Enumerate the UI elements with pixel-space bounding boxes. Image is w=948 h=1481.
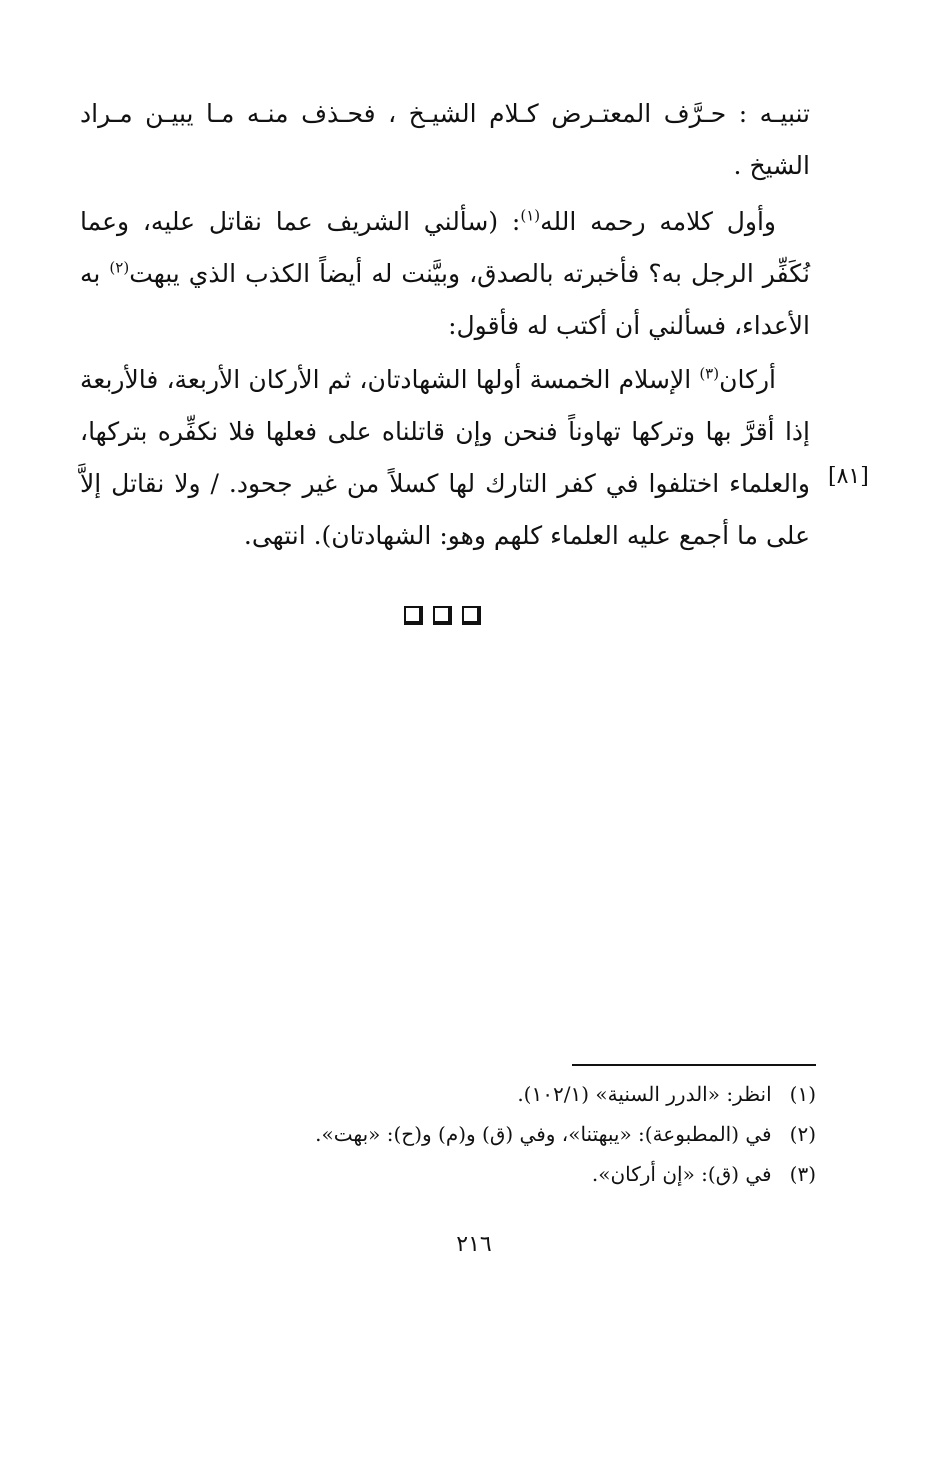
footnote-ref-3[interactable]: (٣) [699, 364, 720, 383]
square-ornament-icon [433, 606, 452, 625]
square-ornament-icon [462, 606, 481, 625]
footnote-ref-2[interactable]: (٢) [109, 258, 130, 277]
footnote-text: في (المطبوعة): «يبهتنا»، وفي (ق) و(م) و(ح): «بهت». [315, 1122, 772, 1146]
footnote-number: (١) [789, 1082, 816, 1106]
footnote-text: في (ق): «إن أركان». [591, 1162, 772, 1186]
section-divider-ornament [404, 606, 481, 625]
footnote-number: (٣) [789, 1162, 816, 1186]
footnote-item [200, 1114, 816, 1154]
footnote-separator [572, 1064, 816, 1066]
footnotes-list [200, 1074, 816, 1194]
footnote-item [200, 1074, 816, 1114]
paragraph-note [80, 88, 810, 192]
paragraph-quote-intro [80, 196, 810, 352]
paragraph-quote-intro-text-c: به الأعداء، فسألني أن أكتب له فأقول: [80, 259, 810, 340]
page-number: ٢١٦ [456, 1232, 492, 1257]
paragraph-pillars [80, 354, 810, 562]
paragraph-pillars-text-b: الإسلام الخمسة أولها الشهادتان، ثم الأركان الأربعة، فالأربعة إذا أقرَّ بها وتركها تهاوناً فنحن وإن قاتلناه على فعلها فلا نكفِّره بتركها، والعلماء اختلفوا في كفر التارك لها كسلاً من غير جحود. / ولا نقاتل إلاَّ على ما أجمع عليه العلماء كلهم وهو: الشهادتان). انتهى. [80, 365, 810, 550]
square-ornament-icon [404, 606, 423, 625]
footnote-ref-1[interactable]: (١) [520, 206, 541, 225]
footnote-text: انظر: «الدرر السنية» (١٠٢/١). [517, 1082, 772, 1106]
paragraph-quote-intro-text-a: وأول كلامه رحمه الله [540, 207, 776, 236]
paragraph-note-text: تنبيـه : حـرَّف المعتـرض كـلام الشيـخ ، فحـذف منـه مـا يبيـن مـراد الشيخ . [80, 99, 810, 180]
paragraph-pillars-text-a: أركان [719, 365, 776, 394]
footnote-item [200, 1154, 816, 1194]
footnote-number: (٢) [789, 1122, 816, 1146]
margin-page-marker: [٨١] [828, 464, 869, 489]
paragraph-quote-intro-text-b: : (سألني الشريف عما نقاتل عليه، وعما نُكَفِّر الرجل به؟ فأخبرته بالصدق، وبيَّنت له أيضاً الكذب الذي يبهت [80, 207, 810, 288]
